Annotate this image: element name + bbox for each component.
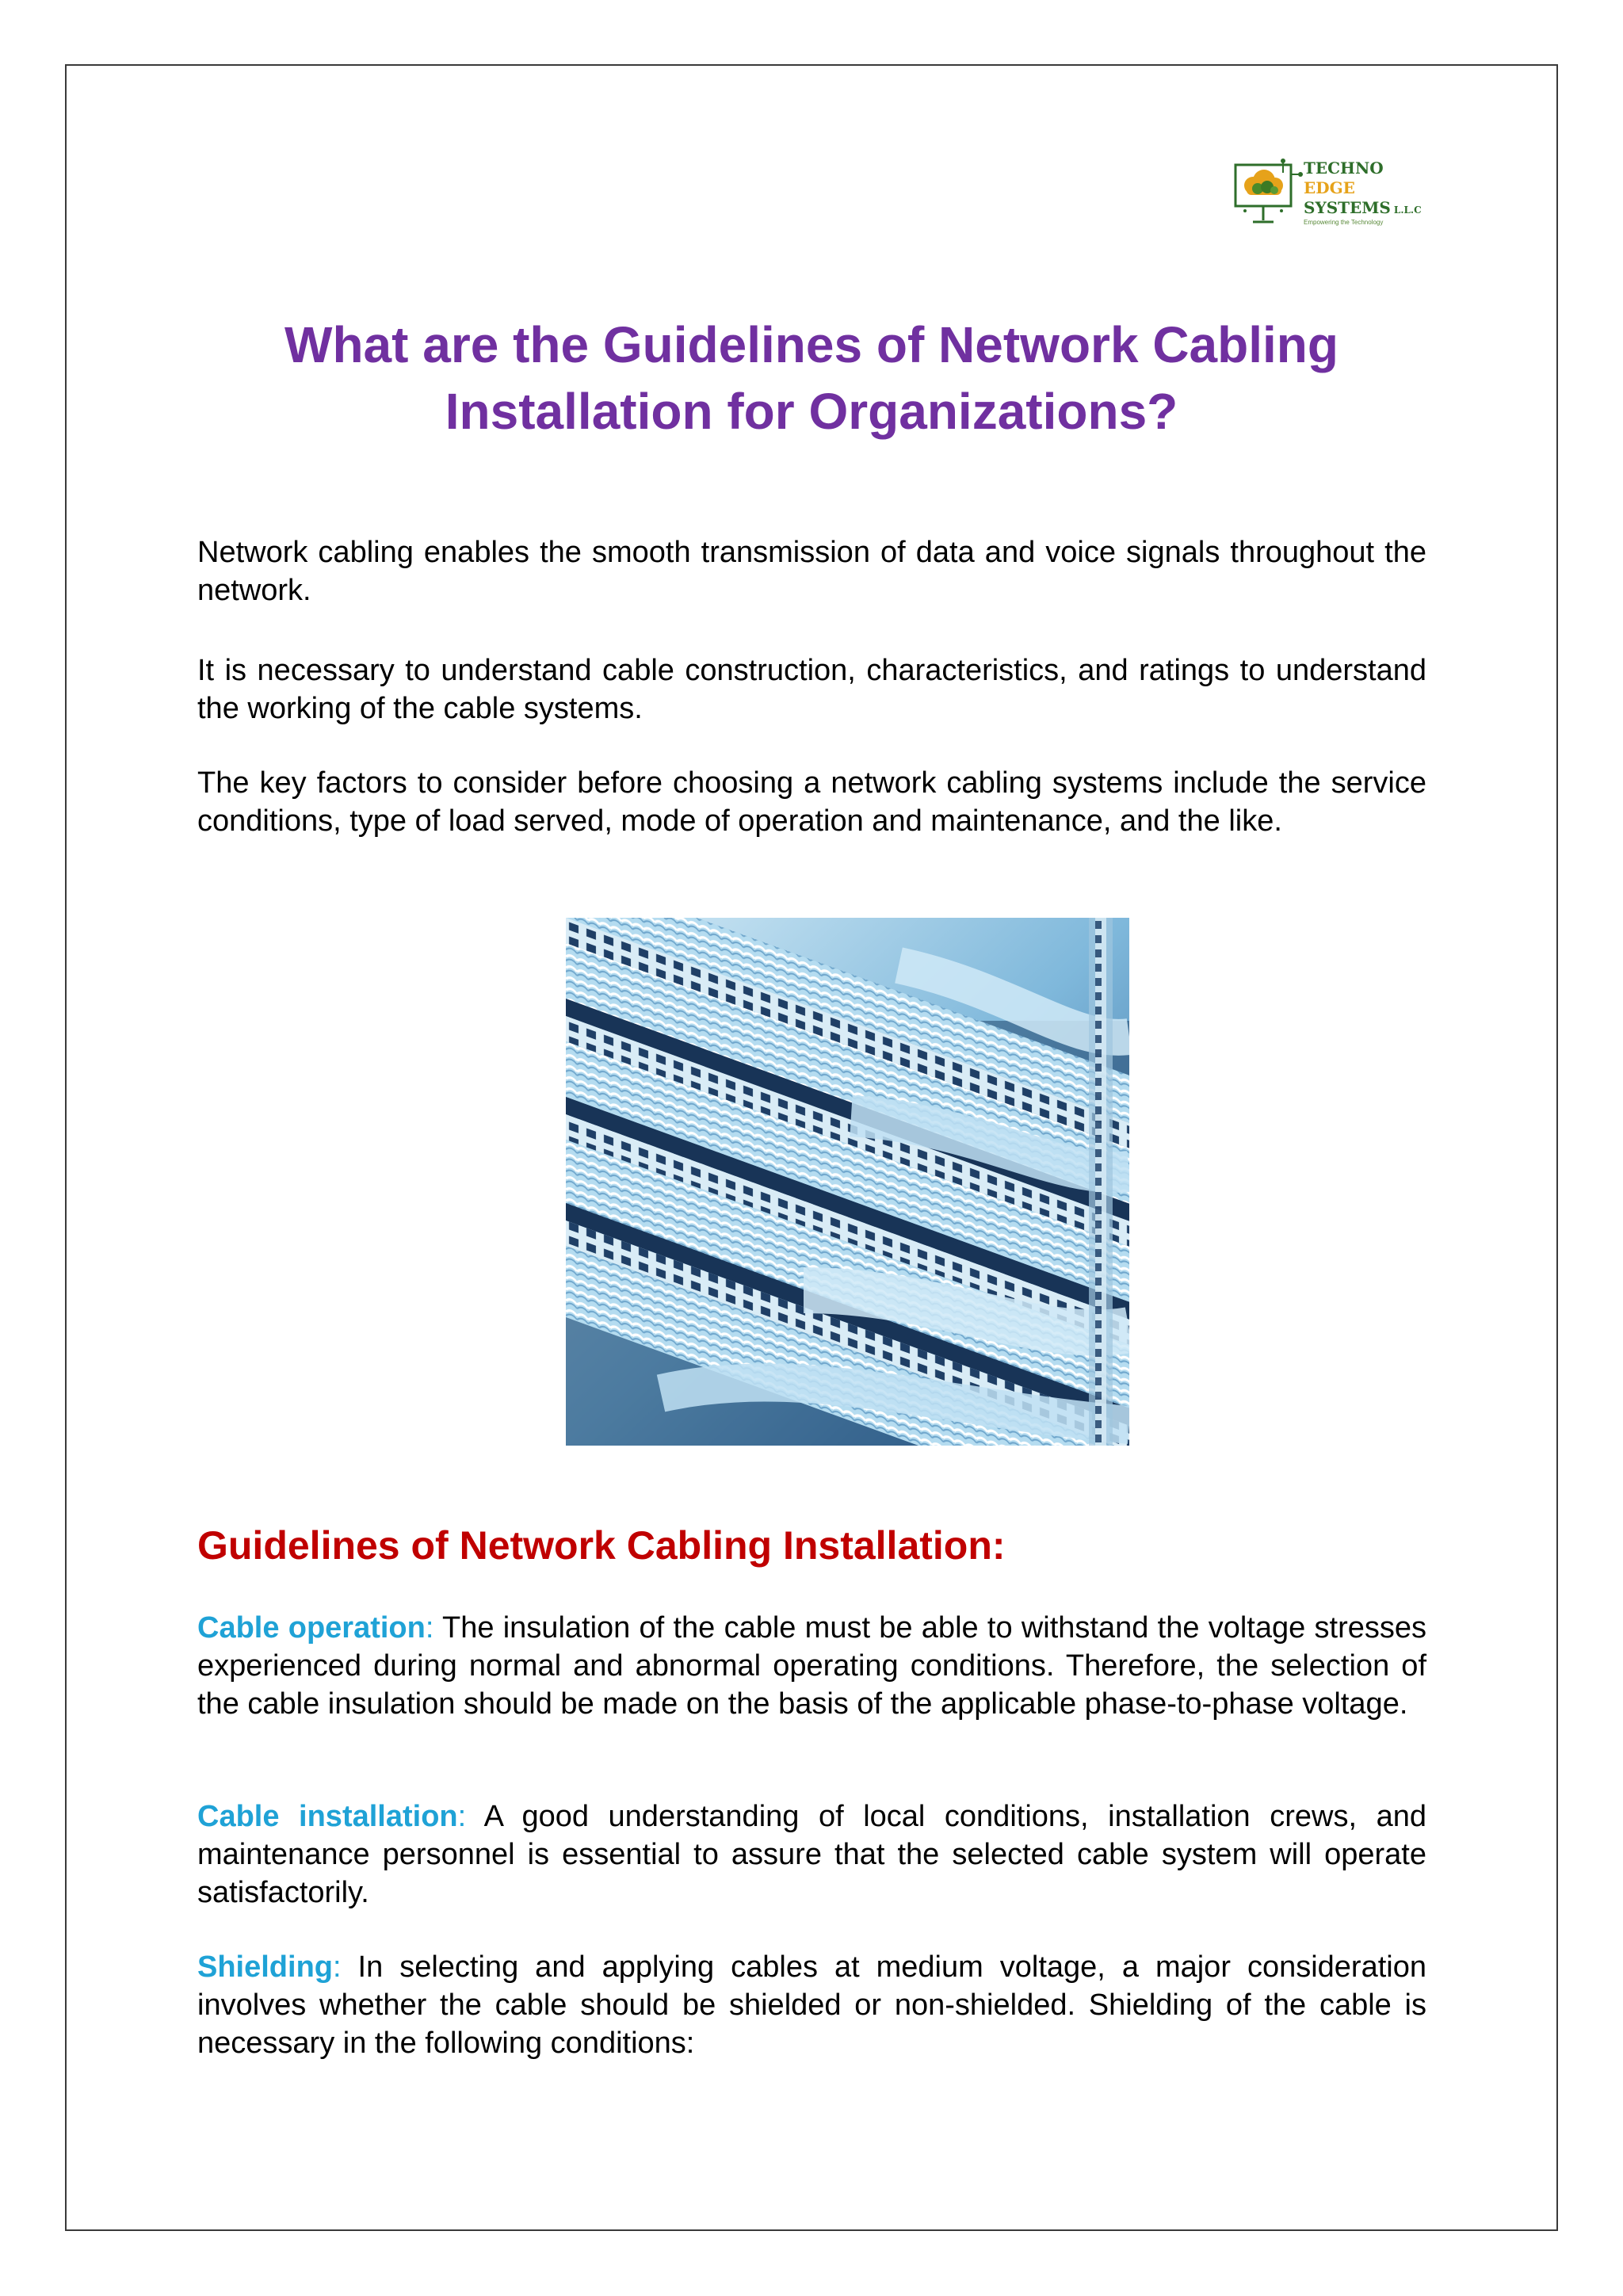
- logo-line-systems: [1304, 198, 1422, 220]
- intro-paragraph-1: Network cabling enables the smooth transmission of data and voice signals throughout the network.: [197, 536, 1426, 607]
- company-logo: [1231, 157, 1429, 230]
- guideline-term: Cable installation: [197, 1800, 458, 1833]
- intro-paragraph-3: The key factors to consider before choosing a network cabling systems include the service conditions, type of load served, mode of operation and maintenance, and the like.: [197, 766, 1426, 838]
- logo-line-edge: EDGE: [1304, 178, 1355, 197]
- logo-cloud-icon: [1231, 157, 1304, 230]
- guideline-shielding: [197, 1948, 1426, 2062]
- guideline-cable-installation: [197, 1797, 1426, 1912]
- logo-tagline: Empowering the Technology: [1304, 219, 1384, 226]
- guideline-text: A good understanding of local conditions, installation crews, and maintenance personnel is essential to assure that the selected cable system will operate satisfactorily.: [197, 1800, 1426, 1909]
- logo-systems-text: SYSTEMS: [1304, 198, 1391, 217]
- guideline-term: Cable operation: [197, 1611, 426, 1645]
- logo-wordmark: [1304, 159, 1422, 220]
- intro-paragraph-2: It is necessary to understand cable construction, characteristics, and ratings to understand the working of the cable systems.: [197, 654, 1426, 725]
- guideline-colon: :: [457, 1800, 467, 1833]
- guideline-text: The insulation of the cable must be able to withstand the voltage stresses experienced during normal and abnormal operating conditions. Therefore, the selection of the cable insulation should be made on the basis of the applicable phase-to-phase voltage.: [197, 1611, 1426, 1721]
- logo-llc-text: L.L.C: [1393, 204, 1422, 216]
- page-title: What are the Guidelines of Network Cabling Installation for Organizations?: [285, 316, 1338, 440]
- network-cables-photo: [566, 918, 1129, 1446]
- logo-line-techno: TECHNO: [1304, 159, 1384, 178]
- guideline-text: In selecting and applying cables at medium voltage, a major consideration involves whether the cable should be shielded or non-shielded. Shielding of the cable is necessary in the following conditions:: [197, 1950, 1426, 2060]
- guideline-cable-operation: [197, 1609, 1426, 1723]
- guideline-term: Shielding: [197, 1950, 333, 1984]
- section-heading: Guidelines of Network Cabling Installation:: [197, 1523, 1006, 1568]
- guideline-colon: :: [333, 1950, 342, 1984]
- guideline-colon: :: [425, 1611, 434, 1645]
